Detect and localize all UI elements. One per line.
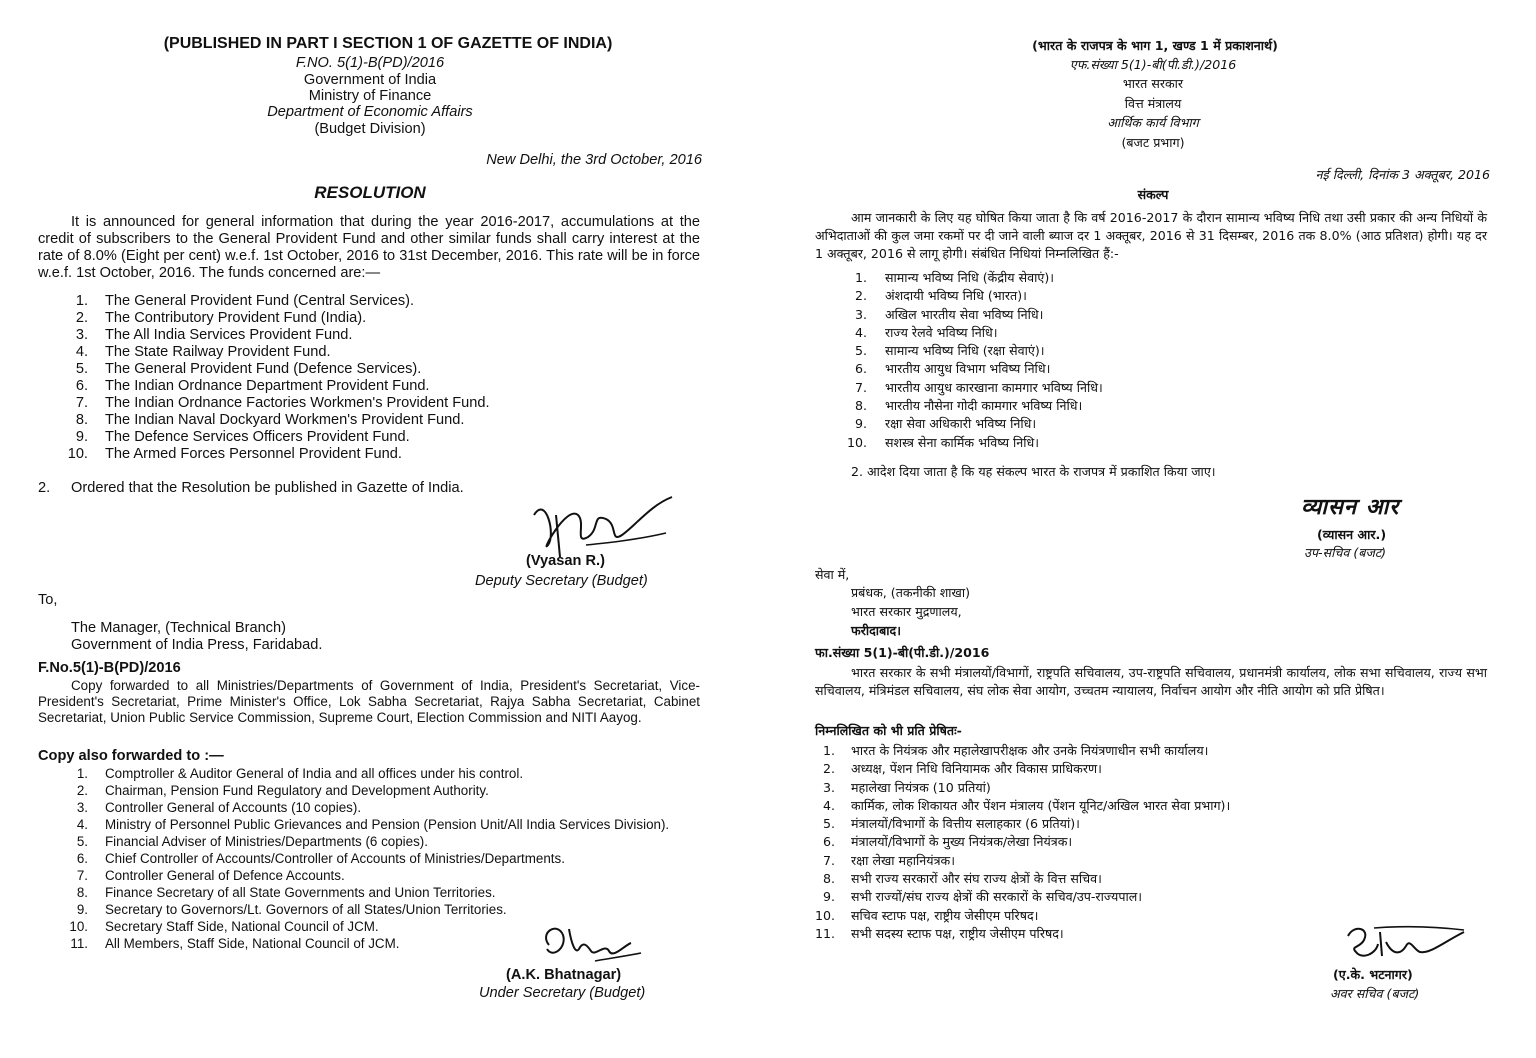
fund-item-text: The Indian Ordnance Department Provident Fund.: [105, 378, 430, 394]
fund-item: [38, 395, 490, 412]
hindi-copy-recipient-item-text: कार्मिक, लोक शिकायत और पेंशन मंत्रालय (पेंशन यूनिट/अखिल भारत सेवा प्रभाग)।: [851, 797, 1231, 813]
hindi-copy-also-heading: निम्नलिखित को भी प्रति प्रेषितः-: [815, 723, 962, 738]
hindi-copy-recipient-item-number: 1.: [822, 743, 835, 758]
hindi-copy-recipient-item: [815, 888, 1230, 906]
hindi-copy-recipient-item: [815, 815, 1230, 833]
hindi-fund-item-text: राज्य रेलवे भविष्य निधि।: [885, 324, 998, 340]
hindi-copy-recipient-item-number: 11.: [815, 925, 836, 941]
fund-item: [38, 327, 490, 344]
signature-bhatnagar: [535, 915, 645, 970]
copy-recipient-item-text: Comptroller & Auditor General of India and all offices under his control.: [105, 766, 524, 781]
copy-recipient-item-number: 7.: [76, 868, 88, 883]
fund-item-number: 10.: [67, 446, 88, 462]
fund-item: [38, 310, 490, 327]
hindi-fund-item-number: 7.: [854, 379, 867, 395]
hindi-copy-recipient-item-text: मंत्रालयों/विभागों के वित्तीय सलाहकार (6 प्रतियां)।: [851, 816, 1080, 832]
hindi-copy-recipient-item-text: महालेखा नियंत्रक (10 प्रतियां): [851, 779, 991, 795]
hindi-file-number: एफ.संख्या 5(1)-बी(पी.डी.)/2016: [1069, 57, 1237, 72]
hindi-copy-recipient-item: [815, 925, 1230, 943]
copy-recipient-item-text: Ministry of Personnel Public Grievances and Pension (Pension Unit/All India Services Division).: [105, 817, 670, 832]
hindi-copy-recipient-item: [815, 833, 1230, 851]
hindi-fund-item: [815, 287, 1103, 305]
hindi-fund-item-number: 5.: [854, 343, 867, 359]
hindi-signatory-2-name: (ए.के. भटनागर): [1333, 967, 1413, 982]
hindi-copy-recipient-item: [815, 742, 1230, 760]
hindi-to-label: सेवा में,: [815, 567, 850, 582]
copy-recipient-item: [38, 850, 669, 867]
hindi-fund-item-text: सामान्य भविष्य निधि (केंद्रीय सेवाएं)।: [885, 270, 1055, 285]
copy-recipient-item: [38, 765, 669, 782]
fund-item: [38, 361, 490, 378]
fund-item-text: The State Railway Provident Fund.: [105, 344, 331, 360]
fund-item-number: 1.: [75, 293, 88, 309]
hindi-copy-recipient-item-number: 5.: [822, 816, 835, 832]
copy-recipient-item-number: 6.: [76, 851, 88, 866]
hindi-signatory-1-name: (व्यासन आर.): [1317, 527, 1387, 542]
hindi-fund-item: [815, 434, 1103, 452]
hindi-copy-recipient-item-number: 6.: [822, 834, 835, 850]
hindi-fund-item-text: सामान्य भविष्य निधि (रक्षा सेवाएं)।: [885, 343, 1045, 359]
copy-recipient-item-text: Controller General of Accounts (10 copies).: [105, 800, 362, 815]
hindi-copy-recipient-item-text: रक्षा लेखा महानियंत्रक।: [851, 852, 955, 868]
hindi-copy-recipient-item-text: सभी सदस्य स्टाफ पक्ष, राष्ट्रीय जेसीएम परिषद।: [851, 925, 1064, 941]
hindi-copy-recipient-item-number: 8.: [822, 871, 835, 887]
hindi-fund-item: [815, 397, 1103, 415]
hindi-fund-item-number: 10.: [846, 434, 867, 450]
signatory-1-title: Deputy Secretary (Budget): [475, 573, 648, 589]
copy-recipient-item-text: Secretary Staff Side, National Council of JCM.: [105, 919, 379, 934]
hindi-copy-recipient-item-number: 2.: [822, 761, 835, 777]
copy-recipient-item: [38, 816, 669, 833]
fund-item: [38, 412, 490, 429]
hindi-fund-item: [815, 324, 1103, 342]
copy-recipient-item-number: 2.: [76, 783, 88, 798]
hindi-funds-list: [815, 269, 1103, 452]
copy-file-number: F.No.5(1)-B(PD)/2016: [38, 660, 181, 676]
fund-item-text: The General Provident Fund (Central Services).: [105, 293, 415, 309]
fund-item: [38, 429, 490, 446]
hindi-fund-item-number: 4.: [854, 324, 867, 340]
government-name: Government of India: [303, 72, 437, 88]
hindi-fund-item: [815, 415, 1103, 433]
copy-recipient-item-number: 1.: [76, 766, 88, 781]
copy-recipient-item-text: All Members, Staff Side, National Council of JCM.: [105, 936, 400, 951]
place-date: New Delhi, the 3rd October, 2016: [486, 152, 702, 168]
copy-recipient-item-number: 4.: [76, 817, 88, 832]
paragraph-2: Ordered that the Resolution be published in Gazette of India.: [71, 480, 464, 496]
hindi-division-name: (बजट प्रभाग): [1121, 135, 1185, 150]
hindi-fund-item-number: 1.: [854, 270, 867, 285]
addressee-line-1: The Manager, (Technical Branch): [71, 620, 286, 636]
hindi-fund-item: [815, 269, 1103, 287]
hindi-resolution-title: संकल्प: [1137, 187, 1169, 202]
copy-recipient-item-text: Finance Secretary of all State Governments and Union Territories.: [105, 885, 496, 900]
copy-recipient-item: [38, 782, 669, 799]
copy-recipient-item-text: Controller General of Defence Accounts.: [105, 868, 345, 883]
hindi-fund-item: [815, 342, 1103, 360]
signatory-2-name: (A.K. Bhatnagar): [506, 967, 622, 983]
signatory-1-name: (Vyasan R.): [526, 553, 605, 569]
hindi-copy-recipient-item-text: सभी राज्य सरकारों और संघ राज्य क्षेत्रों के वित्त सचिव।: [851, 871, 1102, 887]
hindi-publication-header: (भारत के राजपत्र के भाग 1, खण्ड 1 में प्रकाशनार्थ): [1032, 38, 1278, 53]
copy-recipient-item-text: Chief Controller of Accounts/Controller of Accounts of Ministries/Departments.: [105, 851, 565, 866]
hindi-copy-recipient-item-text: भारत के नियंत्रक और महालेखापरीक्षक और उनके नियंत्रणाधीन सभी कार्यालय।: [851, 743, 1209, 758]
copy-recipient-item: [38, 833, 669, 850]
fund-item-number: 3.: [75, 327, 88, 343]
resolution-paragraph: It is announced for general information that during the year 2016-2017, accumulations at the credit of subscribers to the General Provident Fund and other similar funds shall carry interest at the rate of 8.0% (Eight per cent) w.e.f. 1st October, 2016 to 31st December, 2016. This rate will be in force w.e.f. 1st October, 2016. The funds concerned are:—: [38, 214, 700, 281]
fund-item-text: The Armed Forces Personnel Provident Fund.: [105, 446, 402, 462]
copy-recipient-item-number: 9.: [76, 902, 88, 917]
division-name: (Budget Division): [314, 121, 426, 137]
hindi-fund-item-text: सशस्त्र सेना कार्मिक भविष्य निधि।: [885, 434, 1040, 450]
hindi-fund-item-number: 8.: [854, 398, 867, 414]
hindi-copy-recipient-item: [815, 797, 1230, 815]
hindi-copy-recipient-item-text: मंत्रालयों/विभागों के मुख्य नियंत्रक/लेखा नियंत्रक।: [851, 834, 1073, 850]
fund-item-number: 6.: [75, 378, 88, 394]
hindi-copy-recipient-item: [815, 907, 1230, 925]
fund-item-text: The General Provident Fund (Defence Services).: [105, 361, 422, 377]
department-name: Department of Economic Affairs: [267, 104, 473, 120]
fund-item: [38, 293, 490, 310]
addressee-line-2: Government of India Press, Faridabad.: [71, 637, 323, 653]
copy-also-heading: Copy also forwarded to :—: [38, 748, 224, 764]
fund-item-text: The Defence Services Officers Provident Fund.: [105, 429, 410, 445]
hindi-fund-item-text: भारतीय आयुध विभाग भविष्य निधि।: [885, 361, 1051, 377]
hindi-addressee-line-1: प्रबंधक, (तकनीकी शाखा): [851, 585, 971, 600]
fund-item: [38, 378, 490, 395]
hindi-paragraph-2: 2. आदेश दिया जाता है कि यह संकल्प भारत के राजपत्र में प्रकाशित किया जाए।: [851, 464, 1216, 479]
copy-recipient-item-number: 5.: [76, 834, 88, 849]
hindi-signatory-1-title: उप-सचिव (बजट): [1304, 545, 1387, 560]
file-number: F.NO. 5(1)-B(PD)/2016: [295, 55, 445, 71]
fund-item-text: The All India Services Provident Fund.: [105, 327, 353, 343]
hindi-copy-recipient-item-text: अध्यक्ष, पेंशन निधि विनियामक और विकास प्राधिकरण।: [851, 761, 1102, 777]
hindi-copy-recipient-item: [815, 760, 1230, 778]
fund-item-text: The Contributory Provident Fund (India).: [105, 310, 367, 326]
hindi-place-date: नई दिल्ली, दिनांक 3 अक्तूबर, 2016: [1315, 167, 1490, 182]
hindi-signature-bhatnagar: [1340, 922, 1470, 967]
fund-item-number: 9.: [75, 429, 88, 445]
copy-recipient-item-number: 3.: [76, 800, 88, 815]
fund-item-number: 4.: [75, 344, 88, 360]
hindi-fund-item: [815, 379, 1103, 397]
fund-item-number: 5.: [75, 361, 88, 377]
copy-recipient-item: [38, 799, 669, 816]
hindi-fund-item-number: 3.: [854, 306, 867, 322]
hindi-department-name: आर्थिक कार्य विभाग: [1107, 115, 1199, 130]
hindi-fund-item-text: भारतीय नौसेना गोदी कामगार भविष्य निधि।: [885, 398, 1083, 414]
fund-item-text: The Indian Ordnance Factories Workmen's Provident Fund.: [105, 395, 490, 411]
hindi-copy-recipient-item: [815, 852, 1230, 870]
hindi-fund-item-text: अखिल भारतीय सेवा भविष्य निधि।: [885, 306, 1044, 322]
hindi-addressee-line-3: फरीदाबाद।: [851, 623, 901, 638]
publication-header: (PUBLISHED IN PART I SECTION 1 OF GAZETTE OF INDIA): [163, 35, 613, 52]
fund-item-text: The Indian Naval Dockyard Workmen's Provident Fund.: [105, 412, 465, 428]
copy-recipient-item-number: 11.: [70, 936, 88, 951]
hindi-fund-item: [815, 360, 1103, 378]
fund-item-number: 8.: [75, 412, 88, 428]
resolution-title: RESOLUTION: [314, 183, 426, 202]
fund-item: [38, 344, 490, 361]
fund-item-number: 7.: [75, 395, 88, 411]
hindi-copy-recipient-item-number: 3.: [822, 779, 835, 795]
hindi-copy-recipients-list: [815, 742, 1230, 943]
hindi-copy-recipient-item-number: 4.: [822, 797, 835, 813]
copy-recipient-item-text: Financial Adviser of Ministries/Departments (6 copies).: [105, 834, 428, 849]
hindi-fund-item: [815, 306, 1103, 324]
copy-recipient-item-text: Secretary to Governors/Lt. Governors of all States/Union Territories.: [105, 902, 507, 917]
hindi-copy-recipient-item-number: 10.: [815, 907, 836, 923]
hindi-signature-vyasan: व्यासन आर: [1301, 495, 1400, 520]
hindi-copy-recipient-item-number: 7.: [822, 852, 835, 868]
hindi-copy-recipient-item: [815, 779, 1230, 797]
copy-recipient-item-text: Chairman, Pension Fund Regulatory and Development Authority.: [105, 783, 489, 798]
hindi-fund-item-text: रक्षा सेवा अधिकारी भविष्य निधि।: [885, 416, 1037, 432]
hindi-copy-recipient-item-number: 9.: [822, 889, 835, 905]
copy-forwarded-paragraph: Copy forwarded to all Ministries/Departments of Government of India, President's Secretariat, Vice-President's Secretariat, Prime Minister's Office, Lok Sabha Secretariat, Rajya Sabha Secretariat, Cabinet Secretariat, Union Public Service Commission, Supreme Court, Election Commission and NITI Aayog.: [38, 678, 700, 725]
funds-list: [38, 293, 490, 463]
paragraph-2-number: 2.: [38, 480, 51, 496]
ministry-name: Ministry of Finance: [308, 88, 432, 104]
hindi-addressee-line-2: भारत सरकार मुद्रणालय,: [851, 604, 962, 619]
copy-recipient-item: [38, 867, 669, 884]
signatory-2-title: Under Secretary (Budget): [479, 985, 646, 1001]
hindi-fund-item-number: 6.: [854, 361, 867, 377]
copy-recipient-item-number: 10.: [69, 919, 88, 934]
hindi-fund-item-number: 9.: [854, 416, 867, 432]
hindi-copy-file-number: फा.संख्या 5(1)-बी(पी.डी.)/2016: [815, 645, 990, 660]
hindi-fund-item-number: 2.: [854, 288, 867, 304]
hindi-ministry-name: वित्त मंत्रालय: [1124, 96, 1182, 111]
copy-recipient-item: [38, 884, 669, 901]
hindi-copy-forwarded-paragraph: भारत सरकार के सभी मंत्रालयों/विभागों, राष्ट्रपति सचिवालय, उप-राष्ट्रपति सचिवालय, प्रधानमंत्री कार्यालय, लोक सभा सचिवालय, राज्य सभा सचिवालय, मंत्रिमंडल सचिवालय, संघ लोक सेवा आयोग, उच्चतम न्यायालय, निर्वाचन आयोग और नीति आयोग को प्रति प्रेषित।: [815, 665, 1487, 698]
hindi-resolution-paragraph: आम जानकारी के लिए यह घोषित किया जाता है कि वर्ष 2016-2017 के दौरान सामान्य भविष्य निधि तथा उसी प्रकार की अन्य निधियों के अभिदाताओं की कुल जमा रकमों पर दी जाने वाली ब्याज दर 1 अक्तूबर, 2016 से 31 दिसम्बर, 2016 तक 8.0% (आठ प्रतिशत) होगी। यह दर 1 अक्तूबर, 2016 से लागू होगी। संबंधित निधियां निम्नलिखित हैं:-: [815, 210, 1487, 261]
copy-recipient-item-number: 8.: [76, 885, 88, 900]
fund-item: [38, 446, 490, 463]
hindi-fund-item-text: भारतीय आयुध कारखाना कामगार भविष्य निधि।: [885, 379, 1103, 395]
fund-item-number: 2.: [75, 310, 88, 326]
hindi-signatory-2-title: अवर सचिव (बजट): [1330, 986, 1420, 1001]
to-label: To,: [38, 592, 58, 608]
hindi-copy-recipient-item-text: सचिव स्टाफ पक्ष, राष्ट्रीय जेसीएम परिषद।: [851, 907, 1039, 923]
hindi-fund-item-text: अंशदायी भविष्य निधि (भारत)।: [885, 288, 1027, 304]
hindi-copy-recipient-item: [815, 870, 1230, 888]
hindi-copy-recipient-item-text: सभी राज्यों/संघ राज्य क्षेत्रों की सरकारों के सचिव/उप-राज्यपाल।: [851, 889, 1143, 905]
hindi-government-name: भारत सरकार: [1122, 76, 1184, 91]
